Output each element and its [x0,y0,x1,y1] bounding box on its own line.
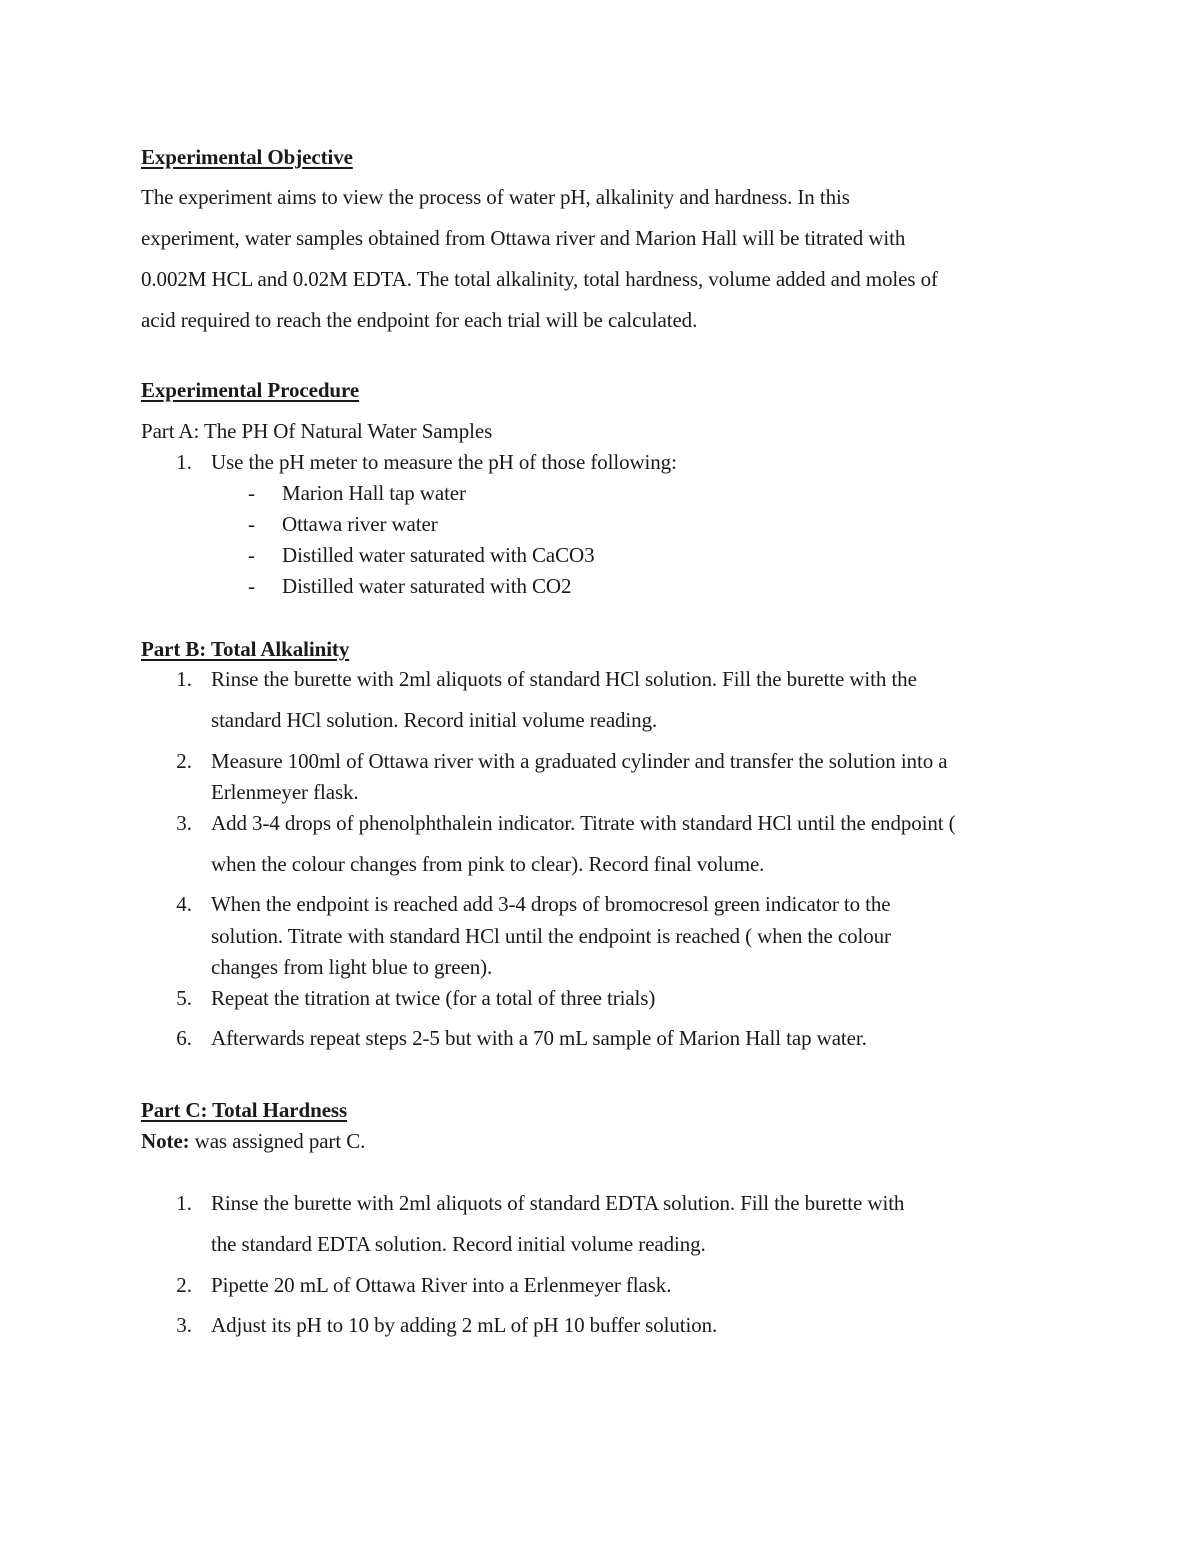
step-number: 1. [176,667,192,691]
objective-line: 0.002M HCL and 0.02M EDTA. The total alkalinity, total hardness, volume added and moles of [141,267,938,291]
bullet-marker: - [248,574,255,598]
part-b-step-text: standard HCl solution. Record initial volume reading. [211,708,658,732]
part-b-step-text: when the colour changes from pink to clear). Record final volume. [211,852,765,876]
objective-heading: Experimental Objective [141,145,353,169]
note-label: Note: [141,1129,190,1153]
objective-line: experiment, water samples obtained from Ottawa river and Marion Hall will be titrated with [141,226,906,250]
part-c-step-text: the standard EDTA solution. Record initial volume reading. [211,1232,706,1256]
part-b-step-text: When the endpoint is reached add 3-4 drops of bromocresol green indicator to the [211,892,891,916]
step-number: 1. [176,450,192,474]
step-number: 3. [176,811,192,835]
part-a-bullet-item: Ottawa river water [282,512,438,536]
part-c-step-text: Pipette 20 mL of Ottawa River into a Erlenmeyer flask. [211,1273,672,1297]
part-a-bullet-item: Distilled water saturated with CaCO3 [282,543,595,567]
bullet-marker: - [248,512,255,536]
part-b-step-text: Rinse the burette with 2ml aliquots of standard HCl solution. Fill the burette with the [211,667,917,691]
step-number: 3. [176,1313,192,1337]
part-a-bullet-item: Distilled water saturated with CO2 [282,574,572,598]
part-a-bullet-item: Marion Hall tap water [282,481,466,505]
part-b-step-text: Erlenmeyer flask. [211,780,359,804]
part-c-note [141,1128,365,1154]
bullet-marker: - [248,481,255,505]
note-text: was assigned part C. [189,1129,366,1153]
objective-line: The experiment aims to view the process of water pH, alkalinity and hardness. In this [141,185,850,209]
part-c-heading: Part C: Total Hardness [141,1098,348,1122]
procedure-heading: Experimental Procedure [141,378,360,402]
part-b-heading: Part B: Total Alkalinity [141,637,350,661]
part-a-step-text: Use the pH meter to measure the pH of those following: [211,450,677,474]
part-b-step-text: Afterwards repeat steps 2-5 but with a 70 mL sample of Marion Hall tap water. [211,1026,867,1050]
part-b-step-text: changes from light blue to green). [211,955,493,979]
step-number: 6. [176,1026,192,1050]
part-c-step-text: Rinse the burette with 2ml aliquots of standard EDTA solution. Fill the burette with [211,1191,905,1215]
part-c-step-text: Adjust its pH to 10 by adding 2 mL of pH 10 buffer solution. [211,1313,718,1337]
step-number: 2. [176,749,192,773]
step-number: 4. [176,892,192,916]
objective-line: acid required to reach the endpoint for each trial will be calculated. [141,308,698,332]
part-b-step-text: Measure 100ml of Ottawa river with a graduated cylinder and transfer the solution into a [211,749,948,773]
part-a-title: Part A: The PH Of Natural Water Samples [141,419,493,443]
step-number: 1. [176,1191,192,1215]
part-b-step-text: Add 3-4 drops of phenolphthalein indicator. Titrate with standard HCl until the endpoint ( [211,811,956,835]
bullet-marker: - [248,543,255,567]
step-number: 2. [176,1273,192,1297]
part-b-step-text: solution. Titrate with standard HCl until the endpoint is reached ( when the colour [211,924,891,948]
step-number: 5. [176,986,192,1010]
part-b-step-text: Repeat the titration at twice (for a total of three trials) [211,986,656,1010]
